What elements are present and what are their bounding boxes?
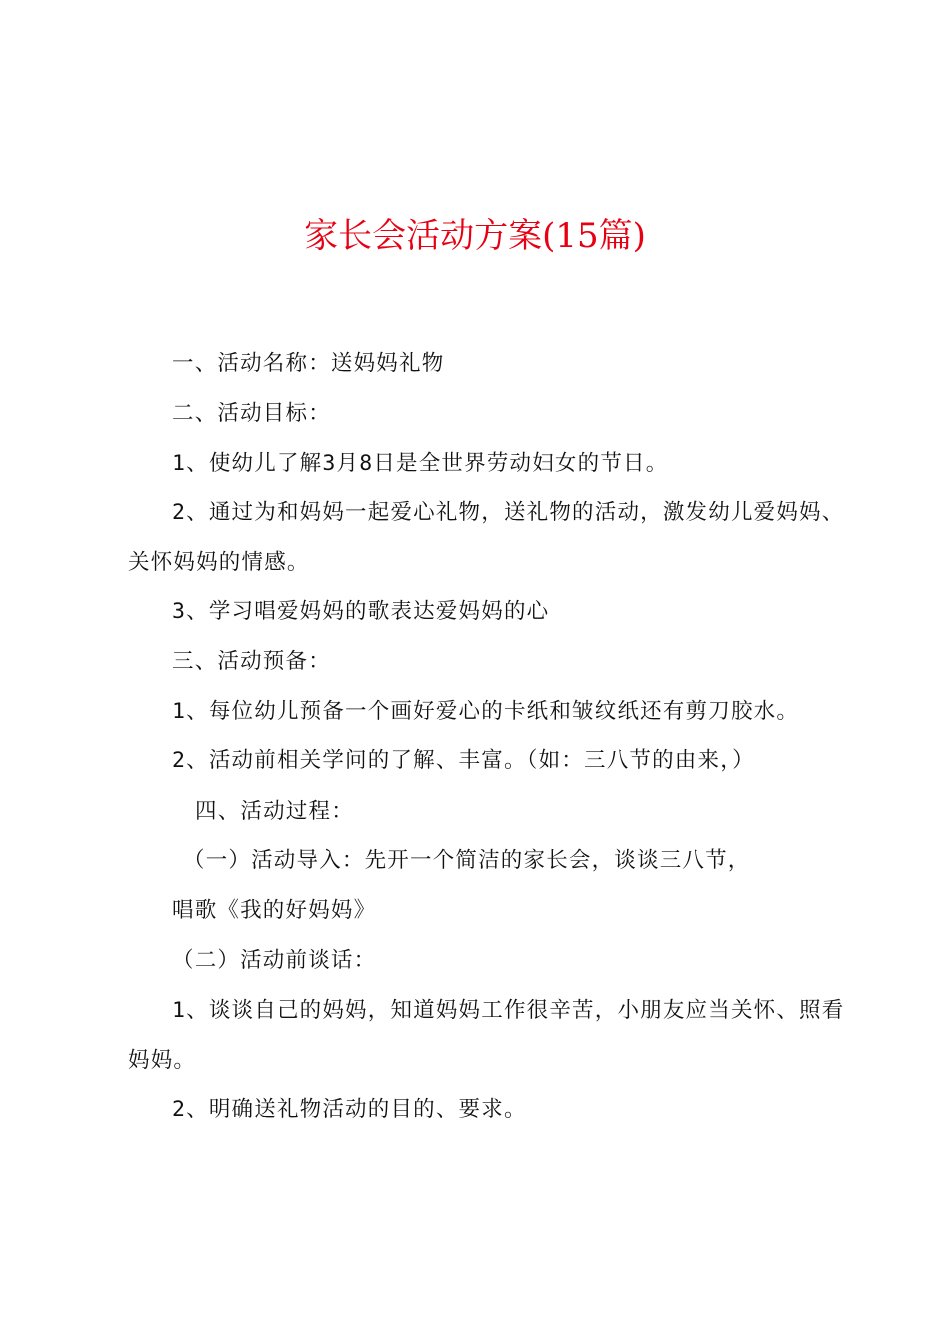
paragraph-line: 二、活动目标： [172,401,331,426]
paragraph-line: 2、明确送礼物活动的目的、要求。 [172,1097,527,1122]
paragraph-line: 2、活动前相关学问的了解、丰富。（如：三八节的由来，） [172,748,755,773]
paragraph-line: 唱歌《我的好妈妈》 [172,898,377,923]
paragraph-line: （一）活动导入：先开一个简洁的家长会，谈谈三八节， [183,848,751,873]
paragraph-line: （二）活动前谈话： [172,948,377,973]
paragraph-line: 2、通过为和妈妈一起爱心礼物，送礼物的活动，激发幼儿爱妈妈、 [172,500,845,525]
document-title: 家长会活动方案(15篇) [304,216,646,256]
paragraph-line: 四、活动过程： [195,799,354,824]
paragraph-line: 1、每位幼儿预备一个画好爱心的卡纸和皱纹纸还有剪刀胶水。 [172,699,800,724]
paragraph-line: 3、学习唱爱妈妈的歌表达爱妈妈的心 [172,599,550,624]
paragraph-line: 一、活动名称：送妈妈礼物 [172,351,445,376]
paragraph-line: 1、使幼儿了解3月8日是全世界劳动妇女的节日。 [172,451,669,476]
paragraph-line: 妈妈。 [128,1048,197,1073]
paragraph-line: 三、活动预备： [172,649,331,674]
paragraph-line: 关怀妈妈的情感。 [128,550,310,575]
paragraph-line: 1、谈谈自己的妈妈，知道妈妈工作很辛苦，小朋友应当关怀、照看 [172,998,845,1023]
